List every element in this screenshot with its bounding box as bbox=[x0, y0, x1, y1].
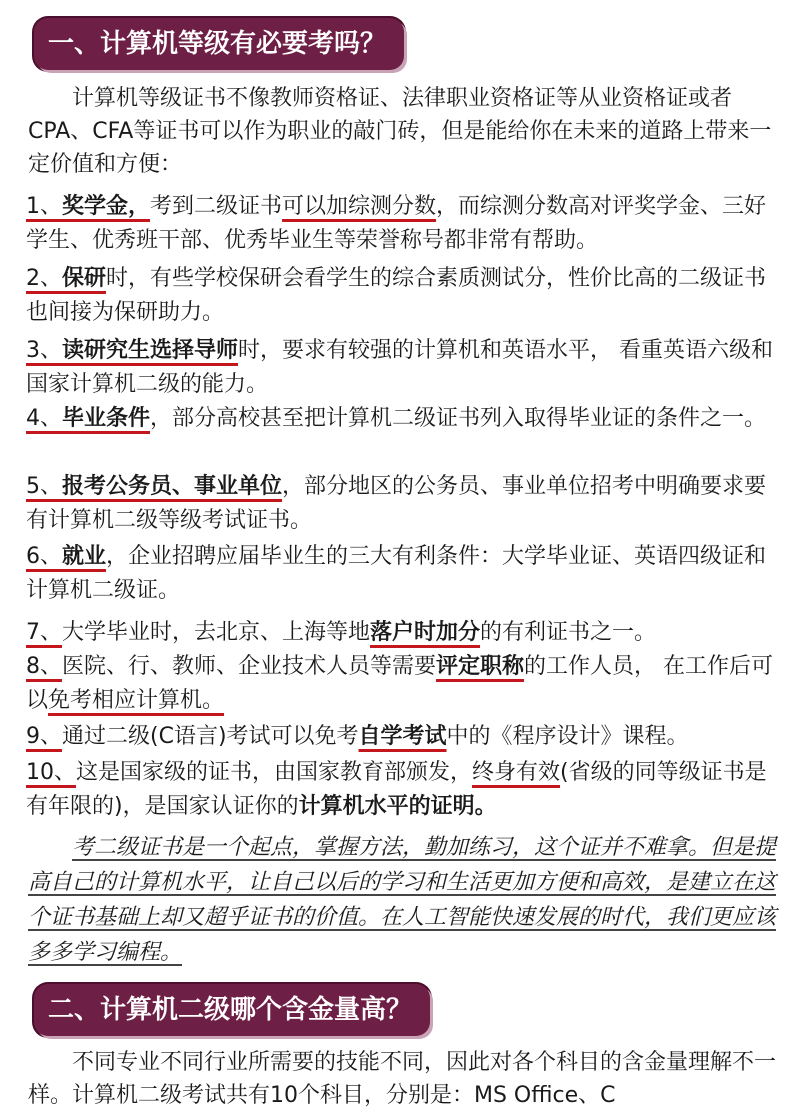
item-number: 8、 bbox=[26, 654, 62, 679]
list-item bbox=[26, 540, 786, 608]
item-text: 医院、行、教师、企业技术人员等需要 bbox=[62, 654, 437, 679]
item-text: 这是国家级的证书，由国家教育部颁发， bbox=[76, 760, 473, 785]
item-text: ，部分地区的公务员、事业单位招考中明确要求要有计算机二级等级考试证书。 bbox=[26, 474, 767, 533]
item-keyword: 就业 bbox=[62, 544, 107, 569]
list-item bbox=[26, 616, 786, 650]
item-keyword-2: 计算机水平的证明。 bbox=[298, 794, 497, 819]
list-item bbox=[26, 470, 786, 538]
item-keyword: 终身有效 bbox=[472, 760, 561, 785]
item-keyword: 保研 bbox=[62, 266, 107, 291]
section-2-title: 二、计算机二级哪个含金量高？ bbox=[34, 984, 430, 1036]
item-keyword-2: 免考相应计算机。 bbox=[48, 688, 225, 713]
item-text: (省级的同等级证书是有年限的)，是国家认证你的 bbox=[26, 760, 767, 819]
item-keyword: 报考公务员、事业单位 bbox=[62, 474, 283, 499]
item-number: 4、 bbox=[26, 406, 62, 431]
item-number: 2、 bbox=[26, 266, 62, 291]
item-text: 大学毕业时，去北京、上海等地 bbox=[62, 620, 371, 645]
item-keyword: 落户时加分 bbox=[370, 620, 481, 645]
list-item bbox=[26, 756, 786, 824]
list-item bbox=[26, 190, 786, 258]
item-text: ，部分高校甚至把计算机二级证书列入取得毕业证的条件之一。 bbox=[150, 406, 767, 431]
item-number: 9、 bbox=[26, 724, 62, 749]
item-text: ，而综测分数高对评奖学金、三好学生、优秀班干部、优秀毕业生等荣誉称号都非常有帮助。 bbox=[26, 194, 767, 253]
list-item bbox=[26, 402, 786, 436]
item-keyword: 评定职称 bbox=[436, 654, 525, 679]
item-text: 中的《程序设计》课程。 bbox=[446, 724, 689, 749]
item-text: 时，要求有较强的计算机和英语水平， 看重英语六级和国家计算机二级的能力。 bbox=[26, 338, 774, 397]
item-text: 的有利证书之一。 bbox=[480, 620, 657, 645]
list-item bbox=[26, 650, 786, 718]
item-keyword: 奖学金， bbox=[62, 194, 151, 219]
item-number: 7、 bbox=[26, 620, 62, 645]
list-item bbox=[26, 262, 786, 330]
section-1-title: 一、计算机等级有必要考吗？ bbox=[34, 18, 404, 70]
item-number: 5、 bbox=[26, 474, 62, 499]
item-text: 时，有些学校保研会看学生的综合素质测试分，性价比高的二级证书也间接为保研助力。 bbox=[26, 266, 767, 325]
item-keyword: 读研究生选择导师 bbox=[62, 338, 239, 363]
item-number: 6、 bbox=[26, 544, 62, 569]
section-1-intro: 计算机等级证书不像教师资格证、法律职业资格证等从业资格证或者CPA、CFA等证书可以作为职业的敲门砖，但是能给你在未来的道路上带来一定价值和方便： bbox=[28, 86, 772, 177]
item-text: 通过二级(C语言)考试可以免考 bbox=[62, 724, 359, 749]
item-keyword-2: 可以加综测分数 bbox=[282, 194, 437, 219]
item-number: 1、 bbox=[26, 194, 62, 219]
list-item bbox=[26, 334, 786, 402]
item-keyword: 毕业条件 bbox=[62, 406, 151, 431]
item-text: 考到二级证书 bbox=[150, 194, 283, 219]
closing-note: 考二级证书是一个起点，掌握方法，勤加练习，这个证并不难拿。但是提高自己的计算机水平，让自己以后的学习和生活更加方便和高效，是建立在这个证书基础上却又超乎证书的价值。在人工智能快速发展的时代，我们更应该多多学习编程。 bbox=[28, 835, 777, 965]
list-item bbox=[26, 720, 786, 754]
item-keyword: 自学考试 bbox=[358, 724, 447, 749]
item-text: 的工作人员， 在工作后可以 bbox=[26, 654, 774, 713]
section-2-intro: 不同专业不同行业所需要的技能不同，因此对各个科目的含金量理解不一样。计算机二级考试共有10个科目，分别是：MS Office、C bbox=[28, 1050, 777, 1108]
item-text: ，企业招聘应届毕业生的三大有利条件：大学毕业证、英语四级证和计算机二级证。 bbox=[26, 544, 767, 603]
item-number: 10、 bbox=[26, 760, 76, 785]
item-number: 3、 bbox=[26, 338, 62, 363]
